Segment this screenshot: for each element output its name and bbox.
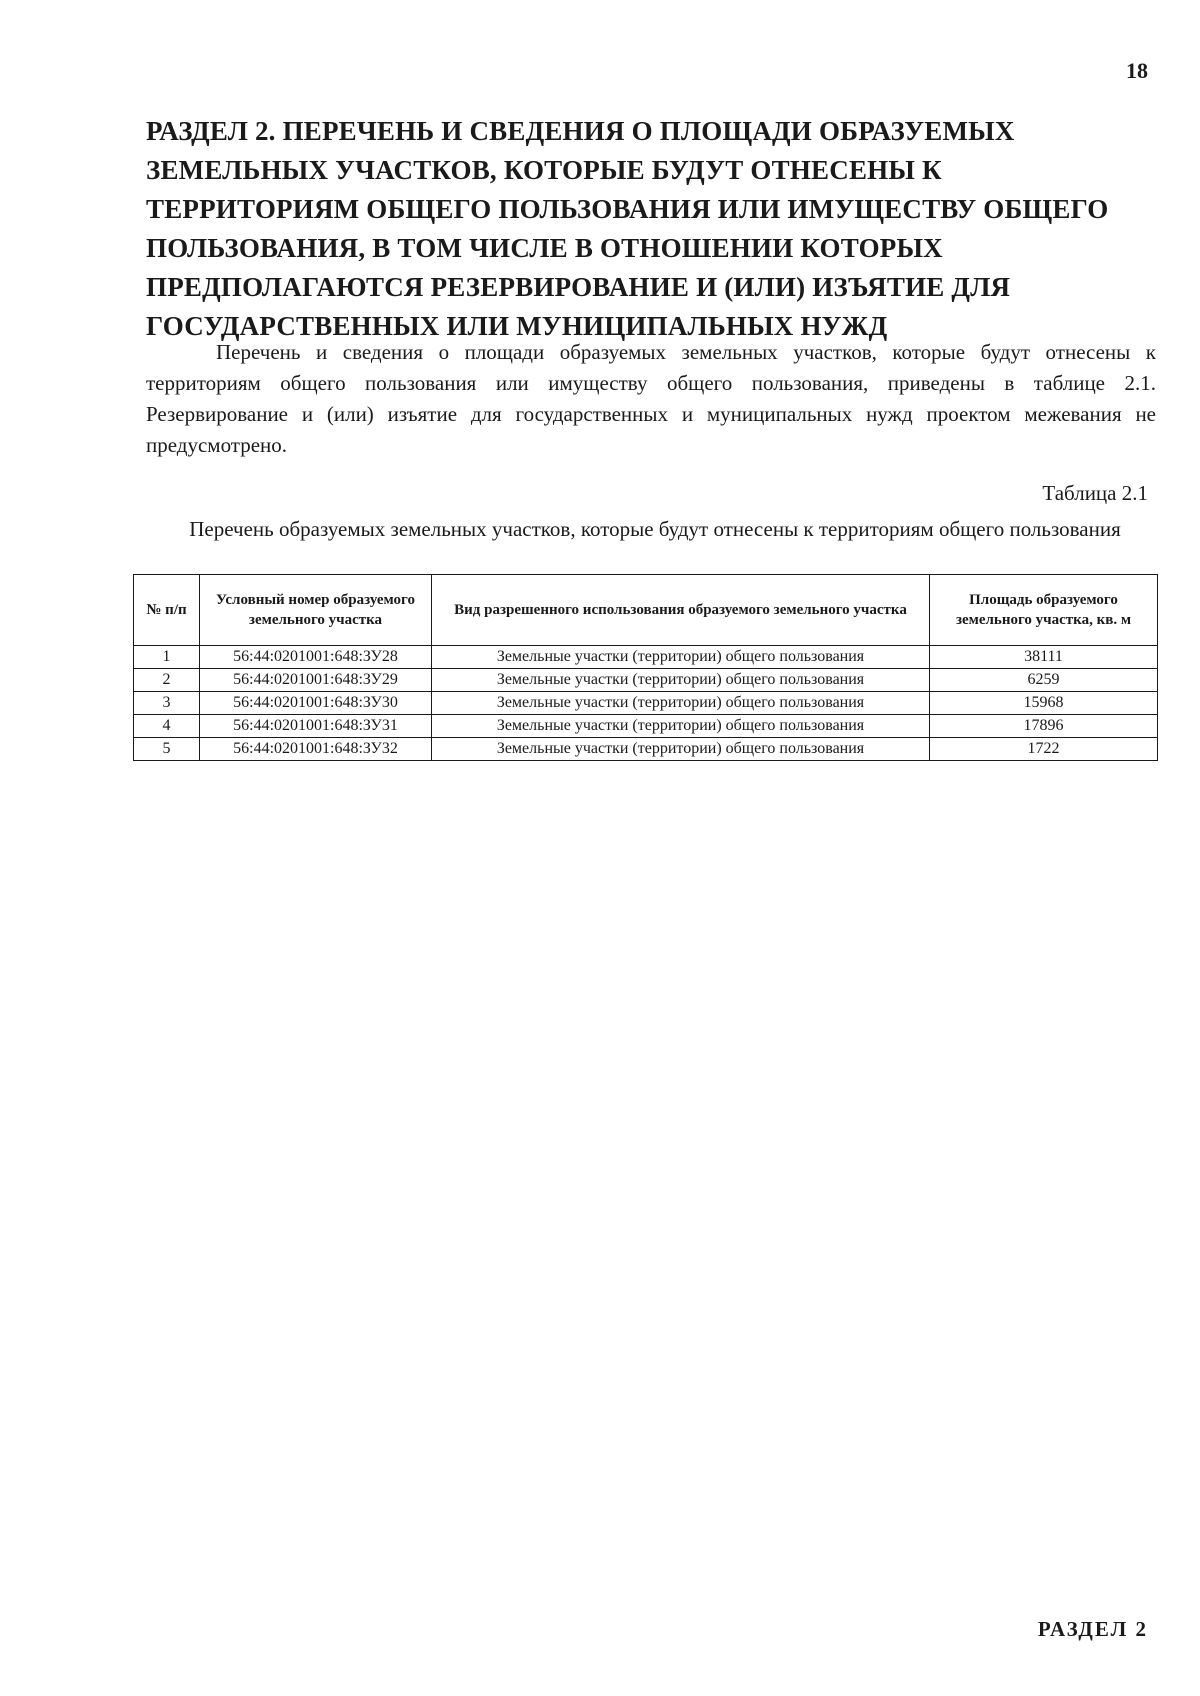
cell-permitted-use: Земельные участки (территории) общего пользования: [432, 646, 930, 669]
table-number: Таблица 2.1: [1042, 481, 1148, 505]
table-caption: Перечень образуемых земельных участков, которые будут отнесены к территориям общего пользования: [189, 517, 1121, 541]
table-header-row: [134, 575, 1158, 646]
cell-area: 15968: [930, 692, 1158, 715]
cell-area: 17896: [930, 715, 1158, 738]
cell-permitted-use: Земельные участки (территории) общего пользования: [432, 715, 930, 738]
cell-plot-id: 56:44:0201001:648:ЗУ28: [200, 646, 432, 669]
cell-permitted-use: Земельные участки (территории) общего пользования: [432, 692, 930, 715]
cell-area: 1722: [930, 738, 1158, 761]
cell-permitted-use: Земельные участки (территории) общего пользования: [432, 669, 930, 692]
cell-plot-id: 56:44:0201001:648:ЗУ30: [200, 692, 432, 715]
cell-row-number: 2: [134, 669, 200, 692]
table-row: [134, 738, 1158, 761]
cell-plot-id: 56:44:0201001:648:ЗУ29: [200, 669, 432, 692]
cell-plot-id: 56:44:0201001:648:ЗУ32: [200, 738, 432, 761]
table-row: [134, 715, 1158, 738]
cell-area: 6259: [930, 669, 1158, 692]
cell-row-number: 3: [134, 692, 200, 715]
intro-paragraph: Перечень и сведения о площади образуемых земельных участков, которые будут отнесены к территориям общего пользования или имуществу общего пользования, приведены в таблице 2.1. Резервирование и (или) изъятие для государственных и муниципальных нужд проектом межевания не предусмотрено.: [146, 340, 1156, 457]
cell-row-number: 1: [134, 646, 200, 669]
page-number: 18: [1126, 58, 1148, 83]
section-footer: РАЗДЕЛ 2: [1037, 1617, 1148, 1641]
header-permitted-use: Вид разрешенного использования образуемого земельного участка: [432, 575, 930, 646]
cell-row-number: 4: [134, 715, 200, 738]
header-plot-id: Условный номер образуемого земельного участка: [200, 575, 432, 646]
table-row: [134, 692, 1158, 715]
cell-area: 38111: [930, 646, 1158, 669]
table-row: [134, 646, 1158, 669]
section-heading: РАЗДЕЛ 2. ПЕРЕЧЕНЬ И СВЕДЕНИЯ О ПЛОЩАДИ ОБРАЗУЕМЫХ ЗЕМЕЛЬНЫХ УЧАСТКОВ, КОТОРЫЕ БУДУТ ОТНЕСЕНЫ К ТЕРРИТОРИЯМ ОБЩЕГО ПОЛЬЗОВАНИЯ ИЛИ ИМУЩЕСТВУ ОБЩЕГО ПОЛЬЗОВАНИЯ, В ТОМ ЧИСЛЕ В ОТНОШЕНИИ КОТОРЫХ ПРЕДПОЛАГАЮТСЯ РЕЗЕРВИРОВАНИЕ И (ИЛИ) ИЗЪЯТИЕ ДЛЯ ГОСУДАРСТВЕННЫХ ИЛИ МУНИЦИПАЛЬНЫХ НУЖД: [146, 116, 1109, 341]
header-area: Площадь образуемого земельного участка, кв. м: [930, 575, 1158, 646]
cell-permitted-use: Земельные участки (территории) общего пользования: [432, 738, 930, 761]
cell-plot-id: 56:44:0201001:648:ЗУ31: [200, 715, 432, 738]
header-row-number: № п/п: [134, 575, 200, 646]
table-row: [134, 669, 1158, 692]
cell-row-number: 5: [134, 738, 200, 761]
land-plots-table: [133, 574, 1158, 761]
